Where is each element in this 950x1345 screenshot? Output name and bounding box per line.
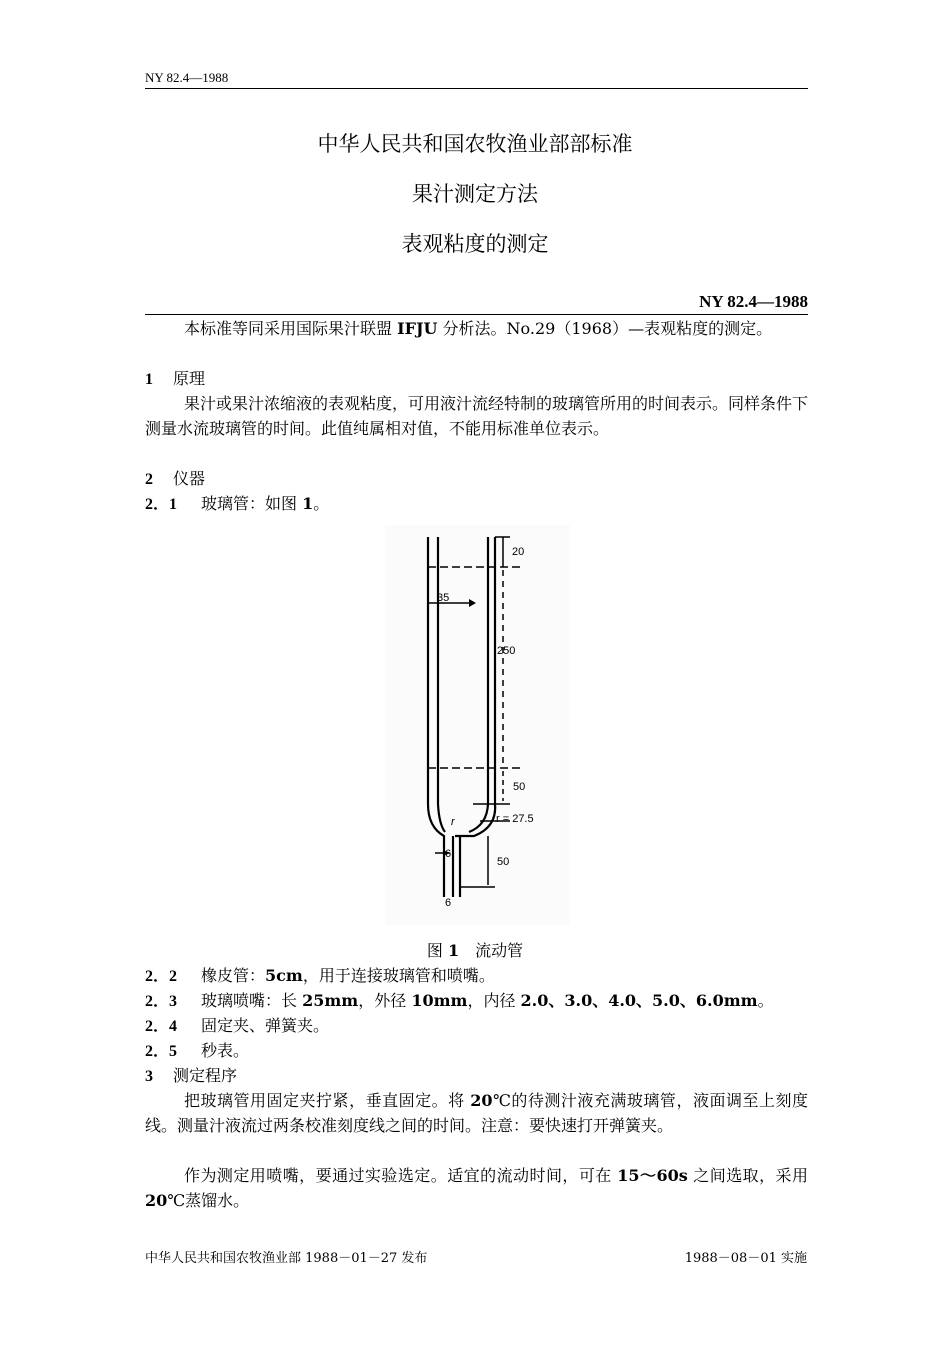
- main-title: 果汁测定方法: [412, 182, 538, 206]
- figure-caption: 图 1 流动管: [426, 941, 524, 960]
- dim-50-upper: 50: [513, 781, 526, 793]
- dim-250: 250: [497, 645, 516, 657]
- footer-effective: 1988－08－01 实施: [684, 1251, 807, 1266]
- section-2-4: 2．4 固定夹、弹簧夹。: [145, 1016, 330, 1035]
- section-2-heading: 2 仪器: [145, 469, 206, 488]
- section-1-heading: 1 原理: [145, 369, 206, 388]
- dim-20: 20: [512, 546, 525, 558]
- section-2-1: 2．1 玻璃管：如图 1。: [145, 494, 330, 513]
- footer-issue: 中华人民共和国农牧渔业部 1988－01－27 发布: [145, 1251, 428, 1266]
- org-title: 中华人民共和国农牧渔业部部标准: [317, 132, 633, 156]
- dim-6-bottom: 6: [445, 897, 452, 909]
- standard-number: NY 82.4—1988: [699, 292, 808, 311]
- sub-title: 表观粘度的测定: [401, 232, 549, 256]
- header-rule: [145, 88, 808, 89]
- flow-tube-figure: [385, 525, 570, 925]
- section-2-3: 2．3 玻璃喷嘴：长 25mm，外径 10mm，内径 2.0、3.0、4.0、5.0、6.0mm。: [145, 991, 774, 1010]
- header-code: NY 82.4—1988: [145, 70, 229, 85]
- radius-symbol: r: [451, 816, 455, 828]
- section-3-paragraph-2: 作为测定用喷嘴，要通过实验选定。适宜的流动时间，可在 15～60s 之间选取，采用 20℃蒸馏水。: [145, 1166, 808, 1210]
- section-2-2: 2．2 橡皮管：5cm，用于连接玻璃管和喷嘴。: [145, 966, 495, 985]
- dim-35: 35: [437, 592, 450, 604]
- intro-paragraph: 本标准等同采用国际果汁联盟 IFJU 分析法。No.29（1968）—表观粘度的测定。: [184, 319, 773, 338]
- section-3-heading: 3 测定程序: [145, 1066, 238, 1085]
- dim-50-lower: 50: [497, 856, 510, 868]
- section-2-5: 2．5 秒表。: [145, 1041, 250, 1060]
- section-1-text: 果汁或果汁浓缩液的表观粘度，可用液汁流经特制的玻璃管所用的时间表示。同样条件下测量水流玻璃管的时间。此值纯属相对值，不能用标准单位表示。: [145, 394, 809, 438]
- radius-value: r = 27.5: [496, 813, 534, 825]
- dim-6-nozzle: 6: [445, 848, 452, 860]
- section-3-paragraph-1: 把玻璃管用固定夹拧紧，垂直固定。将 20℃的待测汁液充满玻璃管，液面调至上刻度线。测量汁液流过两条校准刻度线之间的时间。注意：要快速打开弹簧夹。: [145, 1091, 808, 1135]
- standard-rule: [145, 314, 808, 315]
